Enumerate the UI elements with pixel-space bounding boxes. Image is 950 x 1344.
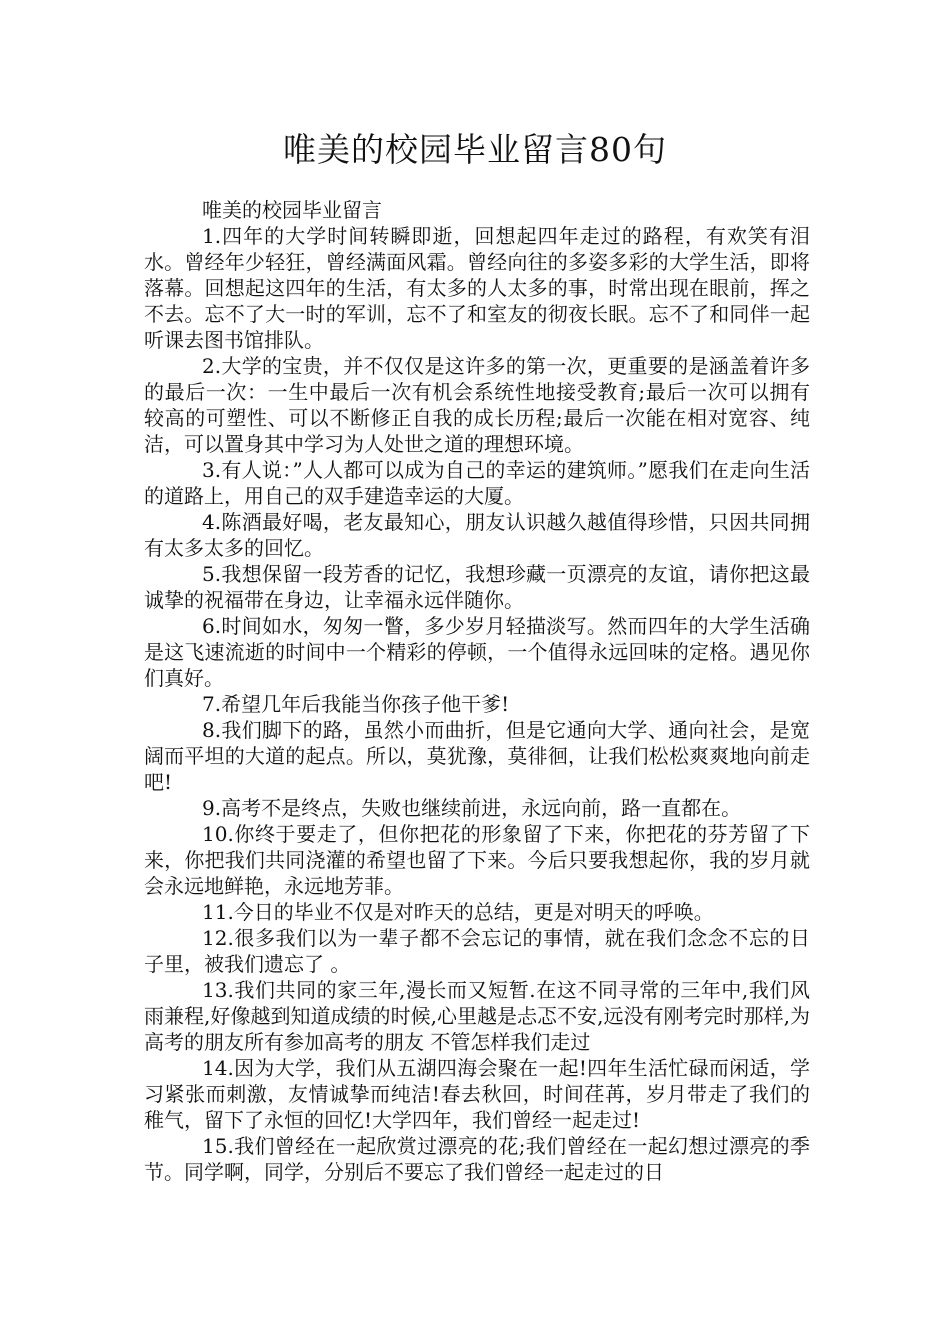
document-title: 唯美的校园毕业留言80句	[283, 130, 667, 169]
paragraph-8: 8.我们脚下的路，虽然小而曲折，但是它通向大学、通向社会，是宽阔而平坦的大道的起点。所以，莫犹豫，莫徘徊，让我们松松爽爽地向前走吧!	[144, 718, 810, 794]
paragraph-7: 7.希望几年后我能当你孩子他干爹!	[202, 692, 510, 716]
paragraph-13: 13.我们共同的家三年,漫长而又短暂.在这不同寻常的三年中,我们风雨兼程,好像越到知道成绩的时候,心里越是忐忑不安,远没有刚考完时那样,为高考的朋友所有参加高考的朋友 不管怎样我们走过	[144, 978, 810, 1054]
paragraph-1: 1.四年的大学时间转瞬即逝，回想起四年走过的路程，有欢笑有泪水。曾经年少轻狂，曾经满面风霜。曾经向往的多姿多彩的大学生活，即将落幕。回想起这四年的生活，有太多的人太多的事，时常出现在眼前，挥之不去。忘不了大一时的军训，忘不了和室友的彻夜长眠。忘不了和同伴一起听课去图书馆排队。	[144, 224, 810, 352]
document-subtitle: 唯美的校园毕业留言	[202, 198, 382, 222]
paragraph-5: 5.我想保留一段芳香的记忆，我想珍藏一页漂亮的友谊，请你把这最诚挚的祝福带在身边，让幸福永远伴随你。	[144, 562, 810, 612]
paragraph-15: 15.我们曾经在一起欣赏过漂亮的花;我们曾经在一起幻想过漂亮的季节。同学啊，同学，分别后不要忘了我们曾经一起走过的日	[144, 1134, 810, 1184]
paragraph-14: 14.因为大学，我们从五湖四海会聚在一起!四年生活忙碌而闲适，学习紧张而刺激，友情诚挚而纯洁!春去秋回，时间荏苒，岁月带走了我们的稚气，留下了永恒的回忆!大学四年，我们曾经一起走过!	[144, 1056, 810, 1132]
paragraph-11: 11.今日的毕业不仅是对昨天的总结，更是对明天的呼唤。	[202, 900, 714, 924]
paragraph-4: 4.陈酒最好喝，老友最知心，朋友认识越久越值得珍惜，只因共同拥有太多太多的回忆。	[144, 510, 810, 560]
paragraph-6: 6.时间如水，匆匆一瞥，多少岁月轻描淡写。然而四年的大学生活确是这飞速流逝的时间中一个精彩的停顿，一个值得永远回味的定格。遇见你们真好。	[144, 614, 810, 690]
document-body	[144, 197, 810, 1185]
paragraph-9: 9.高考不是终点，失败也继续前进，永远向前，路一直都在。	[202, 796, 742, 820]
paragraph-2: 2.大学的宝贵，并不仅仅是这许多的第一次，更重要的是涵盖着许多的最后一次：一生中最后一次有机会系统性地接受教育;最后一次可以拥有较高的可塑性、可以不断修正自我的成长历程;最后一次能在相对宽容、纯洁，可以置身其中学习为人处世之道的理想环境。	[144, 354, 810, 456]
paragraph-3: 3.有人说：”人人都可以成为自己的幸运的建筑师。”愿我们在走向生活的道路上，用自己的双手建造幸运的大厦。	[144, 458, 810, 508]
paragraph-10: 10.你终于要走了，但你把花的形象留了下来，你把花的芬芳留了下来，你把我们共同浇灌的希望也留了下来。今后只要我想起你，我的岁月就会永远地鲜艳，永远地芳菲。	[144, 822, 810, 898]
paragraph-12: 12.很多我们以为一辈子都不会忘记的事情，就在我们念念不忘的日子里，被我们遗忘了 。	[144, 926, 810, 976]
